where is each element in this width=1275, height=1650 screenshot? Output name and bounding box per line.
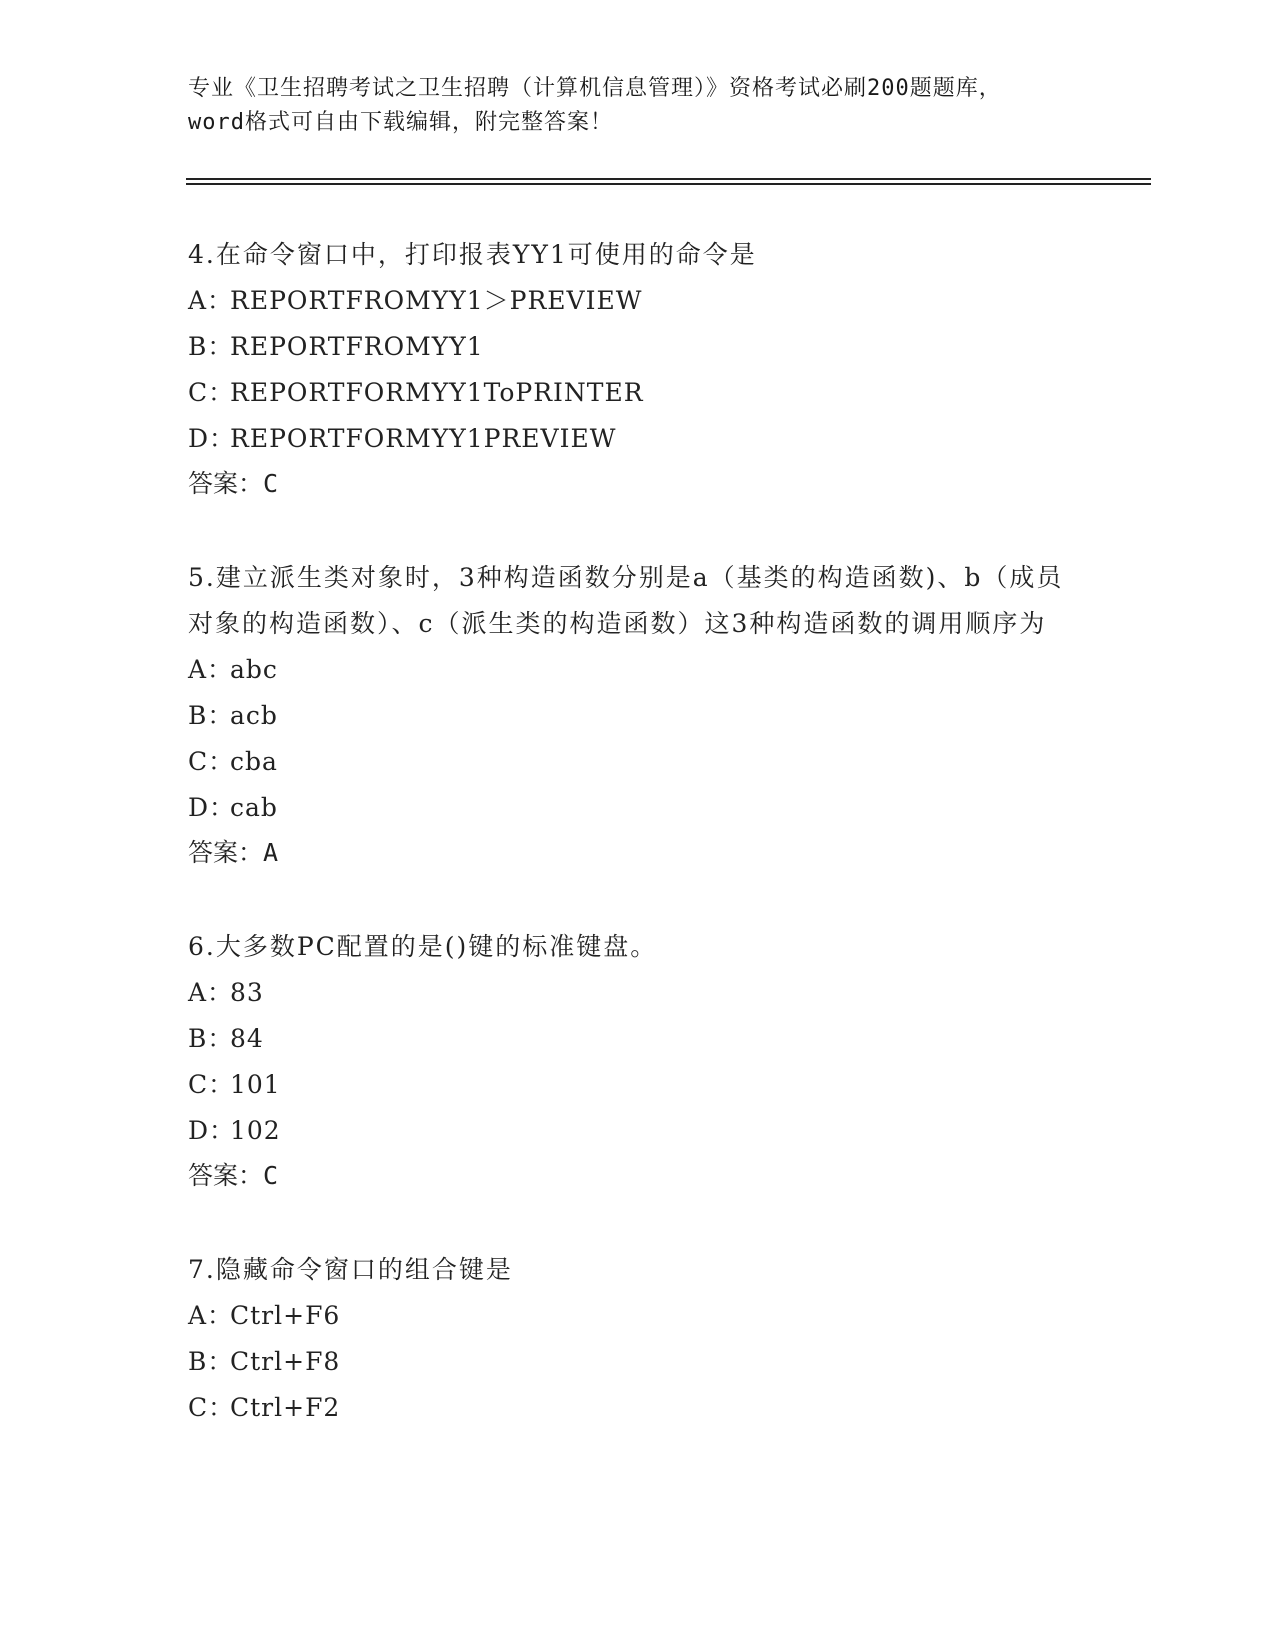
option-text: 101 [230, 1070, 281, 1099]
option-d [188, 1108, 1088, 1154]
option-b [188, 1339, 1088, 1385]
option-a [188, 1293, 1088, 1339]
question-5 [188, 555, 1088, 875]
option-a [188, 647, 1088, 693]
option-label: A： [188, 655, 234, 684]
option-text: 83 [230, 978, 264, 1007]
answer-text: 答案：C [188, 1161, 279, 1190]
header-divider-bottom [186, 183, 1151, 185]
option-label: C： [188, 747, 235, 776]
question-stem: 5.建立派生类对象时，3种构造函数分别是a（基类的构造函数)、b（成员对象的构造函数）、c（派生类的构造函数）这3种构造函数的调用顺序为 [188, 563, 1064, 638]
option-label: B： [188, 1024, 234, 1053]
option-a [188, 278, 1088, 324]
question-stem: 6.大多数PC配置的是()键的标准键盘。 [188, 932, 658, 961]
option-label: A： [188, 1301, 234, 1330]
option-c [188, 1062, 1088, 1108]
option-text: cab [230, 793, 278, 822]
question-4 [188, 232, 1088, 506]
option-text: Ctrl+F2 [230, 1393, 341, 1422]
option-b [188, 1016, 1088, 1062]
option-label: D： [188, 793, 236, 822]
option-text: Ctrl+F8 [230, 1347, 341, 1376]
option-label: C： [188, 1393, 235, 1422]
header-divider-top [186, 178, 1151, 180]
question-7 [188, 1247, 1088, 1431]
question-stem: 7.隐藏命令窗口的组合键是 [188, 1255, 513, 1284]
option-text: cba [230, 747, 278, 776]
option-b [188, 693, 1088, 739]
answer-text: 答案：A [188, 838, 279, 867]
option-text: acb [230, 701, 278, 730]
option-text: REPORTFROMYY1＞PREVIEW [230, 286, 643, 315]
option-label: B： [188, 701, 234, 730]
question-stem: 4.在命令窗口中，打印报表YY1可使用的命令是 [188, 240, 757, 269]
option-text: abc [230, 655, 278, 684]
option-c [188, 370, 1088, 416]
option-c [188, 1385, 1088, 1431]
option-text: REPORTFORMYY1PREVIEW [230, 424, 617, 453]
option-text: 84 [230, 1024, 264, 1053]
option-a [188, 970, 1088, 1016]
option-label: D： [188, 424, 236, 453]
option-label: B： [188, 332, 234, 361]
answer-text: 答案：C [188, 469, 279, 498]
option-b [188, 324, 1088, 370]
option-d [188, 416, 1088, 462]
option-text: REPORTFORMYY1ToPRINTER [230, 378, 644, 407]
option-c [188, 739, 1088, 785]
option-label: A： [188, 978, 234, 1007]
option-text: REPORTFROMYY1 [230, 332, 484, 361]
question-6 [188, 924, 1088, 1198]
header-line-1: 专业《卫生招聘考试之卫生招聘（计算机信息管理）》资格考试必刷200题题库， [188, 76, 1002, 101]
option-label: B： [188, 1347, 234, 1376]
option-text: Ctrl+F6 [230, 1301, 341, 1330]
option-label: C： [188, 1070, 235, 1099]
document-header [188, 72, 1088, 140]
option-label: D： [188, 1116, 236, 1145]
header-line-2: word格式可自由下载编辑，附完整答案！ [188, 110, 613, 135]
option-label: A： [188, 286, 234, 315]
option-label: C： [188, 378, 235, 407]
option-d [188, 785, 1088, 831]
question-list [188, 232, 1088, 1480]
option-text: 102 [230, 1116, 281, 1145]
